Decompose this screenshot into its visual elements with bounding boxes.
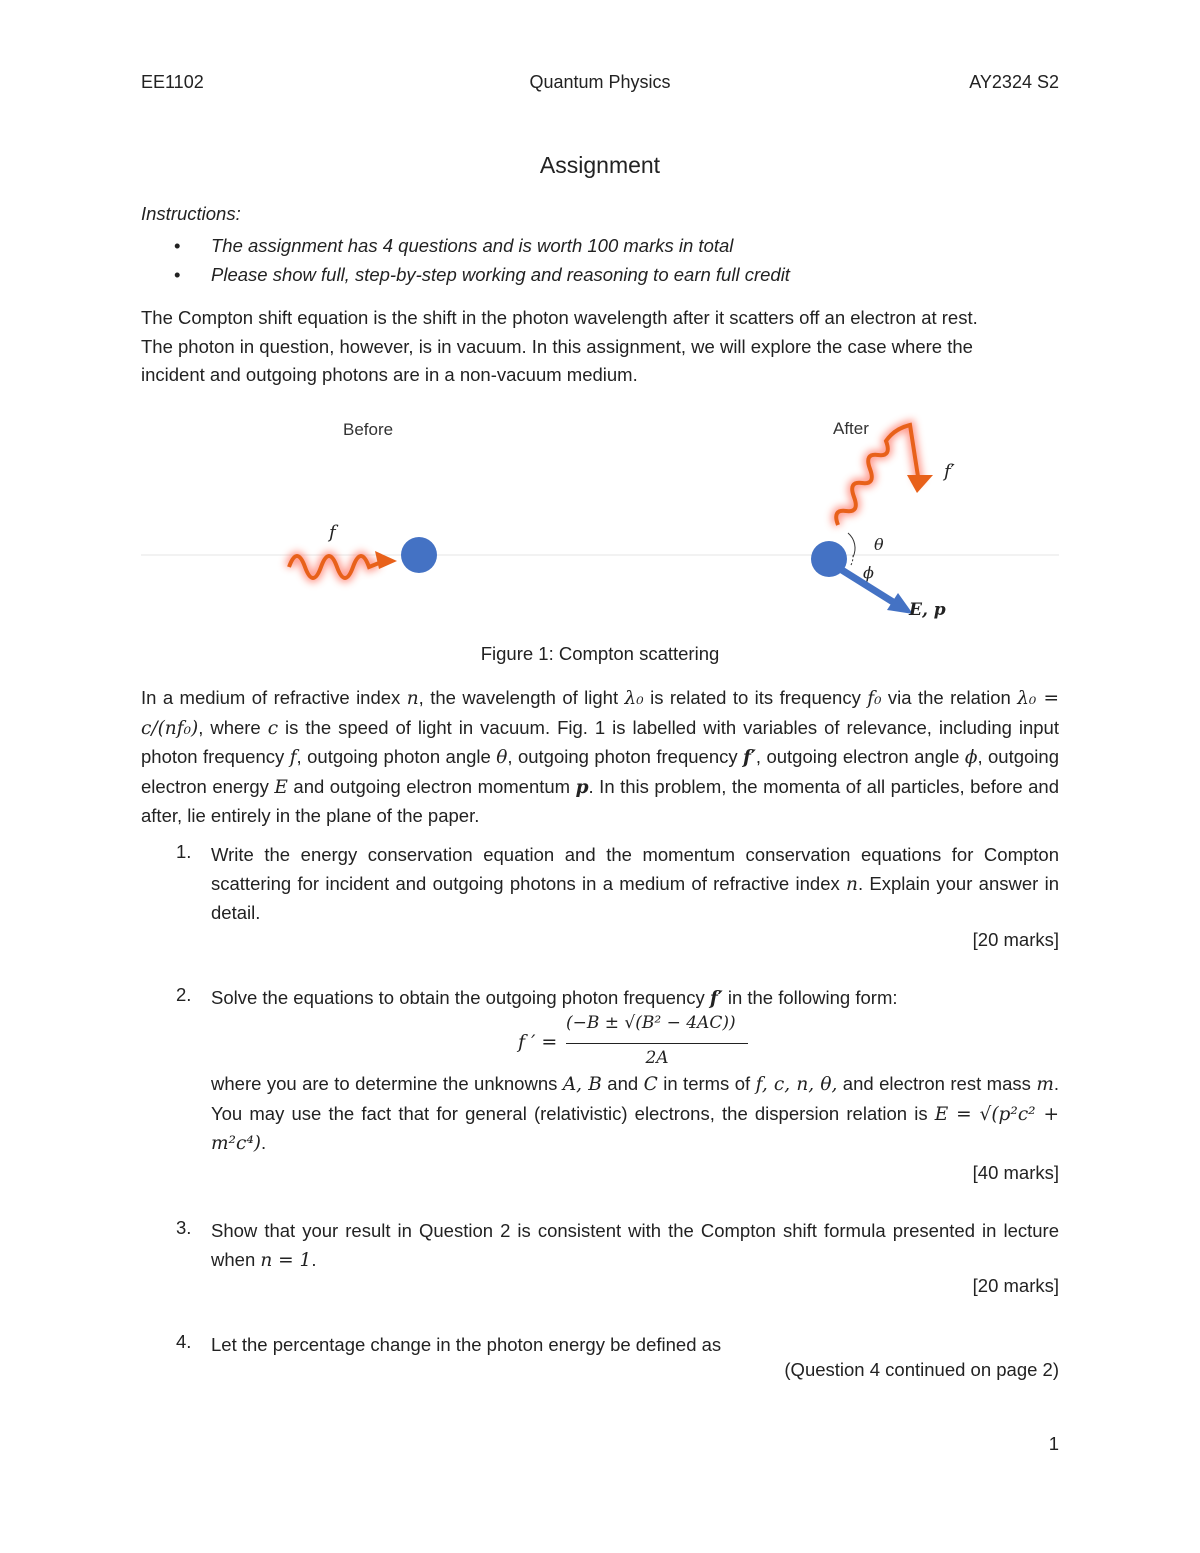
intro-line: The photon in question, however, is in vacuum. In this assignment, we will explore the case where the (141, 335, 973, 357)
var-n: n (406, 688, 419, 709)
electron-energy-momentum-label: E, p (909, 600, 946, 620)
question-text-part: . Explain your answer in detail. (211, 872, 1059, 923)
question-number: 3. (176, 1217, 192, 1238)
intro-line: The Compton shift equation is the shift in the photon wavelength after it scatters off an electron at rest. (141, 307, 978, 328)
body-text: In a medium of refractive index (141, 687, 407, 708)
question-3-marks: [20 marks] (972, 1275, 1059, 1296)
var-fprime: f′ (743, 747, 756, 768)
var-n: n (846, 873, 858, 895)
condition-n-equals-1: n = 1 (260, 1249, 312, 1271)
body-text: via the relation (881, 687, 1018, 708)
outgoing-photon (836, 425, 933, 525)
question-text-part: Write the energy conservation equation and the momentum conservation equations for Compton scattering for incident and outgoing photons in a medium of refractive index (211, 844, 1059, 894)
figure-caption: Figure 1: Compton scattering (480, 643, 720, 664)
question-text: Let the percentage change in the photon energy be defined as (211, 1334, 722, 1355)
after-label: After (833, 419, 869, 438)
question-text (211, 984, 1059, 1014)
dispersion-relation: E = √(p²c² + m²c⁴) (211, 1103, 1059, 1154)
body-paragraph (141, 684, 1059, 831)
var-E: E (274, 776, 288, 798)
var-f0: f₀ (867, 688, 882, 709)
question-2 (141, 984, 1059, 1014)
var-fprime: f′ (709, 988, 723, 1009)
compton-figure (141, 405, 1059, 635)
body-text: , outgoing photon frequency (507, 746, 744, 767)
question-text-part: . You may use the fact that for general (relativistic) electrons, the dispersion relation is (211, 1073, 1059, 1124)
question-2-continuation (141, 1070, 1059, 1159)
question-text (211, 841, 1059, 928)
question-1-marks: [20 marks] (972, 929, 1059, 950)
phi-label: ϕ (863, 563, 874, 582)
question-1 (141, 841, 1059, 928)
instructions-label: Instructions: (141, 203, 241, 224)
electron-before (401, 537, 437, 573)
unknowns-ab: A, B (562, 1074, 602, 1095)
intro-line: incident and outgoing photons are in a non-vacuum medium. (141, 364, 638, 385)
frequency-equation (518, 1013, 758, 1073)
body-text: , outgoing photon angle (296, 746, 497, 767)
before-label: Before (343, 420, 394, 439)
question-number: 2. (176, 984, 192, 1005)
question-text-part: . (260, 1132, 267, 1153)
question-text-part: Solve the equations to obtain the outgoing photon frequency (211, 987, 710, 1008)
theta-label: θ (874, 535, 884, 554)
question-number: 1. (176, 841, 192, 862)
var-c: c (267, 717, 279, 739)
header-course-title: Quantum Physics (529, 72, 671, 92)
instruction-item: • The assignment has 4 questions and is worth 100 marks in total (141, 231, 1059, 260)
question-3 (141, 1217, 1059, 1275)
question-text-part: and (601, 1073, 644, 1094)
body-text: and outgoing electron momentum (287, 775, 576, 797)
page-number: 1 (1048, 1433, 1059, 1454)
question-text-part: where you are to determine the unknowns (211, 1073, 563, 1094)
theta-arc-icon (848, 533, 855, 557)
incident-frequency-label: f (329, 522, 336, 543)
wavelength-relation: λ₀ = c/(nf₀) (141, 688, 1059, 739)
outgoing-frequency-label: f′ (944, 461, 955, 482)
question-4 (141, 1331, 1059, 1360)
instruction-item: • Please show full, step-by-step working and reasoning to earn full credit (141, 260, 1059, 289)
page-title: Assignment (539, 152, 661, 178)
body-text: , where (198, 716, 268, 738)
question-text-part: in the following form: (722, 987, 898, 1008)
var-phi: ϕ (964, 747, 978, 768)
instructions-list (141, 231, 1059, 289)
var-lambda0: λ₀ (624, 688, 644, 709)
var-p: p (575, 776, 589, 798)
variables-list: f, c, n, θ, (755, 1074, 838, 1095)
var-m: m (1036, 1074, 1054, 1095)
intro-paragraph (141, 304, 1059, 390)
header-semester: AY2324 S2 (969, 72, 1059, 92)
phi-arc-icon (851, 555, 853, 565)
question-text-part: . (311, 1248, 317, 1270)
question-4-continued-note: (Question 4 continued on page 2) (784, 1359, 1059, 1380)
fraction-bar (566, 1043, 748, 1044)
question-text (211, 1217, 1059, 1275)
question-number: 4. (176, 1331, 192, 1352)
body-text: is related to its frequency (643, 687, 868, 708)
question-2-marks: [40 marks] (972, 1162, 1059, 1183)
body-text: , outgoing electron angle (755, 746, 965, 767)
question-text-part: Show that your result in Question 2 is consistent with the Compton shift formula presented in lecture when (211, 1220, 1059, 1270)
body-text: , outgoing electron energy (141, 746, 1059, 797)
var-theta: θ (496, 747, 508, 768)
equation-numerator: (−B ± √(B² − 4AC)) (566, 1013, 736, 1033)
unknown-c: C (643, 1074, 658, 1095)
body-text: . In this problem, the momenta of all particles, before and after, lie entirely in the plane of the paper. (141, 775, 1059, 826)
var-f: f (289, 747, 297, 768)
body-text: , the wavelength of light (418, 687, 625, 708)
header-course-code: EE1102 (141, 72, 204, 92)
question-text-part: and electron rest mass (837, 1073, 1037, 1094)
question-text (211, 1070, 1059, 1159)
question-text-part: in terms of (657, 1073, 756, 1094)
equation-denominator: 2A (645, 1048, 669, 1068)
body-text: is the speed of light in vacuum. Fig. 1 is labelled with variables of relevance, including input photon frequency (141, 716, 1059, 767)
electron-momentum-arrow (837, 567, 913, 614)
equation-lhs: f ′ = (518, 1031, 558, 1053)
